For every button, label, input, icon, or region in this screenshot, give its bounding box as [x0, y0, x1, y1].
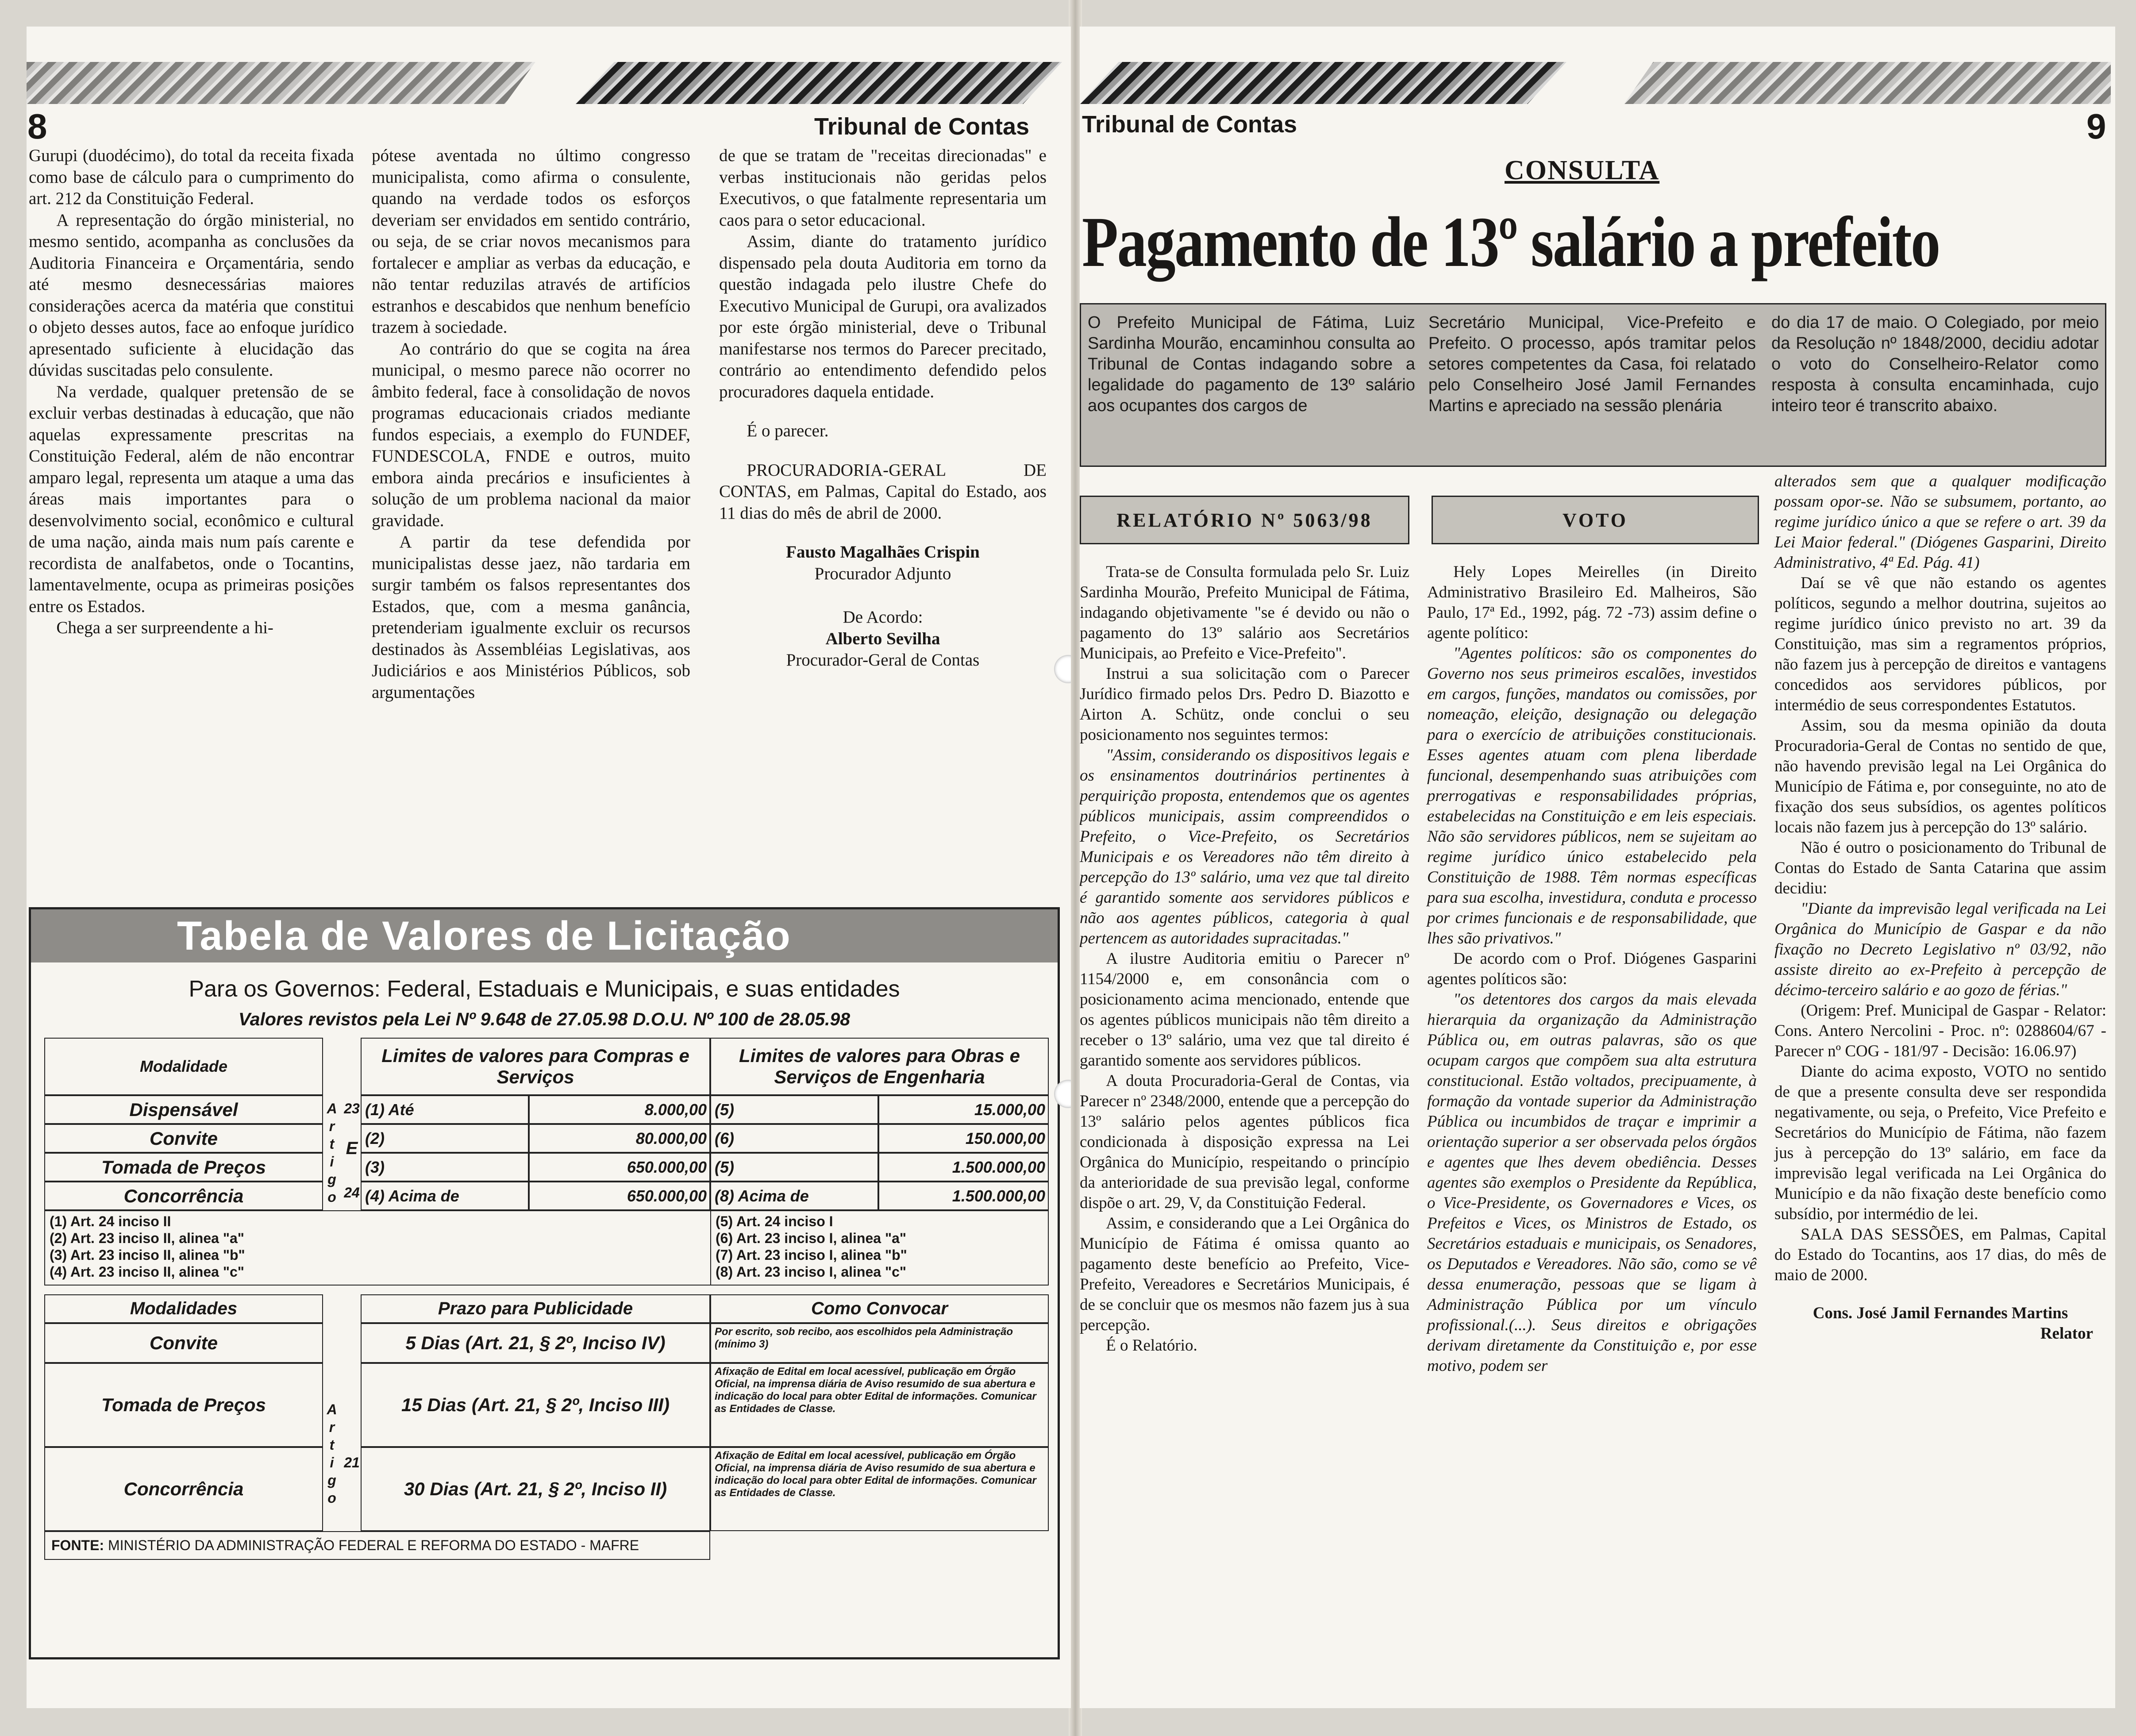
header-stripe	[575, 62, 1062, 104]
paragraph: Na verdade, qualquer pretensão de se excluir verbas destinadas à educação, que não aquelas expressamente prescritas na Constituição Federal, além de não encontrar amparo legal, representa um ataque a uma das áreas mais importantes para o desenvolvimento social, econômico e cultural de uma nação, ainda mais num país carente e recordista de analfabetos, onde o Tocantins, lamentavelmente, ocupa as primeiras posições entre os Estados.	[29, 382, 354, 616]
lead-col-2: Secretário Municipal, Vice-Prefeito e Prefeito. O processo, após tramitar pelos setores competentes da Casa, foi relatado pelo Conselheiro José Jamil Fernandes Martins e apreciado na sessão plenária	[1428, 313, 1756, 415]
row-compras-ref: (1) Até	[361, 1095, 529, 1124]
row-compras-val: 80.000,00	[529, 1124, 710, 1153]
row-mod: Concorrência	[44, 1182, 323, 1210]
paragraph: Assim, diante do tratamento jurídico dispensado pela douta Auditoria em torno da questão indagada pelo ilustre Chefe do Executivo Municipal de Gurupi, ora avalizados por este órgão ministerial, deve o Tribunal manifestarse nos termos do Parecer precitado, contrário ao entendimento defendido pelos procuradores daquela entidade.	[719, 232, 1047, 401]
headline: Pagamento de 13º salário a prefeito	[1082, 203, 1940, 282]
paragraph: pótese aventada no último congresso municipalista, como afirma o consulente, quando na verdade todos os esforços deveriam ser envidados em sentido contrário, ou seja, de se criar novos mecanismos para fortalecer e ampliar as verbas da educação, e não tentar reduzilas através de artifícios estranhos e descabidos que nenhum benefício trazem à sociedade.	[372, 146, 690, 337]
notes-right: (5) Art. 24 inciso I (6) Art. 23 inciso I, alinea "a" (7) Art. 23 inciso I, alinea "b" (8) Art. 23 inciso I, alinea "c"	[710, 1210, 1049, 1286]
kicker: CONSULTA	[1505, 155, 1660, 185]
paragraph: Ao contrário do que se cogita na área municipal, o mesmo parece não ocorrer no âmbito federal, face à consolidação de novos programas educacionais criados mediante fundos especiais, a exemplo do FUNDEF, FUNDESCOLA, FNDE e outros, muito embora ainda precários e insuficientes à solução de um problema nacional da maior gravidade.	[372, 339, 690, 530]
quote: "Assim, considerando os dispositivos legais e os ensinamentos doutrinários pertinentes à perquirição proposta, entendemos que os agentes públicos municipais, assim compreendidos o Prefeito, o Vice-Prefeito, os Secretários Municipais e os Vereadores não têm direito à percepção do 13º salário, uma vez que tal direito é garantido somente aos servidores públicos e não aos agentes públicos, categoria à qual pertencem as autoridades supracitadas."	[1080, 746, 1409, 947]
paragraph: A ilustre Auditoria emitiu o Parecer nº 1154/2000 e, em consonância com o posicionamento acima mencionado, entende que os agentes públicos municipais não têm direito a receber o 13º salário, uma vez que tal direito é garantido somente aos servidores públicos.	[1080, 950, 1409, 1070]
page-number: 9	[2086, 107, 2106, 146]
table-subtitle-2: Valores revistos pela Lei Nº 9.648 de 27.05.98 D.O.U. Nº 100 de 28.05.98	[238, 1009, 851, 1029]
col-header-modalidade: Modalidade	[44, 1038, 323, 1095]
art-e: E	[346, 1139, 358, 1158]
row-mod: Convite	[44, 1124, 323, 1153]
col-header-prazo: Prazo para Publicidade	[361, 1294, 710, 1323]
row-obras-val: 1.500.000,00	[878, 1182, 1049, 1210]
row-obras-val: 150.000,00	[878, 1124, 1049, 1153]
paragraph: Diante do acima exposto, VOTO no sentido de que a presente consulta deve ser respondida negativamente, ou seja, o Prefeito, Vice Prefeito e Secretários do Município de Fátima, não fazem jus à percepção do 13º salário, em face da imprevisão legal verificada na Lei Orgânica do Município e da não fixação deste benefício como subsídio, por intermédio de lei.	[1774, 1062, 2106, 1223]
table-title: Tabela de Valores de Licitação	[31, 909, 1058, 962]
right-col-3	[1774, 471, 2106, 1344]
paragraph: Daí se vê que não estando os agentes políticos, segundo a melhor doutrina, sujeitos ao regime jurídico único previsto no art. 39 da Constituição, mas sim a regramentos próprios, não fazem jus à percepção de direitos e vantagens concedidos aos servidores públicos, por intermédio de seus correspondentes Estatutos.	[1774, 574, 2106, 714]
paragraph: A representação do órgão ministerial, no mesmo sentido, acompanha as conclusões da Auditoria Financeira e Orçamentária, sendo até mesmo desnecessárias maiores considerações acerca da matéria que constitui o objeto desses autos, face ao enfoque jurídico apresentado suficiente à elucidação das dúvidas suscitadas pelo consulente.	[29, 210, 354, 380]
header-stripe-right	[1624, 62, 2111, 104]
paragraph: Hely Lopes Meirelles (in Direito Administrativo Brasileiro Ed. Malheiros, São Paulo, 17ª Ed., 1992, pág. 72 -73) assim define o agente político:	[1427, 563, 1757, 642]
row2-como: Afixação de Edital em local acessível, publicação em Órgão Oficial, na imprensa diária de Aviso resumido de sua abertura e indicação do local para obter Edital de informações. Comunicar as Entidades de Classe.	[710, 1447, 1049, 1531]
quote: "os detentores dos cargos da mais elevada hierarquia da organização da Administração Pública ou, em outras palavras, são os que ocupam cargos que compõem sua alta estrutura constitucional. Estão voltados, precipuamente, à formação da vontade superior da Administração Pública ou incumbidos de traçar e imprimir a orientação superior a ser observada pelos órgãos e agentes que lhes devem obediência. Desses agentes são exemplos o Presidente da República, o Vice-Presidente, os Governadores e Vices, os Prefeitos e Vices, os Ministros de Estado, os Secretários estaduais e municipais, os Senadores, os Deputados e Vereadores. Não são, como se vê dessa enumeração, pessoas que se ligam à Administração Pública por um vínculo profissional.(...). Seus direitos e obrigações derivam diretamente da Constituição e, por esse motivo, podem ser	[1427, 990, 1757, 1375]
right-col-1	[1080, 562, 1409, 1356]
paragraph: A partir da tese defendida por municipalistas desse jaez, não tardaria em surgir também os falsos representantes dos Estados, que, com a mesma ganância, pretenderiam igualmente excluir os recursos destinados às Assembléias Legislativas, aos Judiciários e aos Ministérios Públicos, sob argumentações	[372, 532, 690, 702]
page-number: 8	[27, 107, 47, 146]
signature-name: Alberto Sevilha	[825, 629, 940, 648]
table-subtitle: Para os Governos: Federal, Estaduais e Municipais, e suas entidades	[189, 976, 900, 1002]
signature-role: Procurador-Geral de Contas	[786, 651, 980, 670]
de-acordo: De Acordo:	[843, 608, 923, 627]
row2-como: Por escrito, sob recibo, aos escolhidos pela Administração (mínimo 3)	[710, 1323, 1049, 1363]
row2-prazo: 15 Dias (Art. 21, § 2º, Inciso III)	[361, 1363, 710, 1447]
voto-label: VOTO	[1432, 496, 1759, 544]
paragraph: Assim, sou da mesma opinião da douta Procuradoria-Geral de Contas no sentido de que, não havendo previsão legal na Lei Orgânica do Município de Fátima e, por conseguinte, no ato de fixação dos seus subsídios, os agentes políticos locais não fazem jus à percepção do 13º salário.	[1774, 716, 2106, 836]
row-compras-val: 8.000,00	[529, 1095, 710, 1124]
quote: "Diante da imprevisão legal verificada na Lei Orgânica do Município de Gaspar e da não fixação no Decreto Legislativo nº 03/92, não assiste direito ao ex-Prefeito à percepção de décimo-terceiro salário e ao gozo de férias."	[1774, 900, 2106, 999]
paragraph: de que se tratam de "receitas direcionadas" e verbas institucionais não geridas pelos Executivos, o que fatalmente representaria um caos para o setor educacional.	[719, 146, 1047, 230]
paragraph: Não é outro o posicionamento do Tribunal de Contas do Estado de Santa Catarina que assim decidiu:	[1774, 839, 2106, 897]
art-21: 21	[344, 1455, 360, 1470]
col-header-obras: Limites de valores para Obras e Serviços de Engenharia	[710, 1038, 1049, 1095]
row-compras-val: 650.000,00	[529, 1153, 710, 1182]
header-stripe-left	[27, 62, 535, 104]
row-compras-val: 650.000,00	[529, 1182, 710, 1210]
paragraph: (Origem: Pref. Municipal de Gaspar - Relator: Cons. Antero Nercolini - Proc. nº: 0288604/67 - Parecer nº COG - 181/97 - Decisão: 16.06.97)	[1774, 1001, 2106, 1060]
row2-mod: Convite	[44, 1323, 323, 1363]
signature-role: Procurador Adjunto	[814, 564, 951, 583]
row-mod: Tomada de Preços	[44, 1153, 323, 1182]
artigo-vertical: A r t i g o	[327, 1101, 337, 1205]
paragraph: Gurupi (duodécimo), do total da receita fixada como base de cálculo para o cumprimento do art. 212 da Constituição Federal.	[29, 146, 354, 208]
row-compras-ref: (3)	[361, 1153, 529, 1182]
table-source: FONTE: MINISTÉRIO DA ADMINISTRAÇÃO FEDERAL E REFORMA DO ESTADO - MAFRE	[44, 1531, 710, 1560]
row-compras-ref: (2)	[361, 1124, 529, 1153]
lead-col-3: do dia 17 de maio. O Colegiado, por meio da Resolução nº 1848/2000, decidiu adotar o voto do Conselheiro-Relator como resposta à consulta encaminhada, cujo inteiro teor é transcrito abaixo.	[1771, 313, 2099, 415]
row2-mod: Concorrência	[44, 1447, 323, 1531]
row-compras-ref: (4) Acima de	[361, 1182, 529, 1210]
row-obras-ref: (8) Acima de	[710, 1182, 878, 1210]
row-obras-val: 1.500.000,00	[878, 1153, 1049, 1182]
paragraph: PROCURADORIA-GERAL DE CONTAS, em Palmas, Capital do Estado, aos 11 dias do mês de abril de 2000.	[719, 460, 1047, 523]
quote: "Agentes políticos: são os componentes do Governo nos seus primeiros escalões, investidos em cargos, funções, mandatos ou comissões, por nomeação, eleição, designação ou delegação para o exercício de atribuições constitucionais. Esses agentes atuam com plena liberdade funcional, desempenhando suas atribuições com prerrogativas e responsabilidades próprias, estabelecidas na Constituição e em leis especiais. Não são servidores públicos, nem se sujeitam ao regime jurídico único estabelecido pela Constituição de 1988. Têm normas específicas para sua escolha, investidura, conduta e processo por crimes funcionais e de responsabilidade, que lhes são privativos."	[1427, 644, 1757, 947]
paragraph: SALA DAS SESSÕES, em Palmas, Capital do Estado do Tocantins, aos 17 dias, do mês de maio de 2000.	[1774, 1225, 2106, 1284]
art-24: 24	[344, 1185, 360, 1201]
row-mod: Dispensável	[44, 1095, 323, 1124]
row-obras-ref: (5)	[710, 1153, 878, 1182]
art-23: 23	[344, 1101, 360, 1116]
left-col-3	[719, 145, 1047, 671]
quote: alterados sem que a qualquer modificação possam opor-se. Não se subsumem, portanto, ao regime jurídico único a que se refere o art. 39 da Lei Maior federal." (Diógenes Gasparini, Direito Administrativo, 4ª Ed. Pág. 41)	[1774, 472, 2106, 572]
left-page	[27, 27, 1071, 1708]
col-header-compras: Limites de valores para Compras e Serviços	[361, 1038, 710, 1095]
paragraph: É o parecer.	[747, 421, 829, 440]
col-header-convocar: Como Convocar	[710, 1294, 1049, 1323]
paragraph: De acordo com o Prof. Diógenes Gasparini agentes políticos são:	[1427, 950, 1757, 988]
header-title: Tribunal de Contas	[1082, 111, 1297, 138]
right-page	[1080, 27, 2115, 1708]
row-obras-ref: (5)	[710, 1095, 878, 1124]
artigo-vertical-2: A r t i g o	[327, 1401, 337, 1506]
paragraph: Assim, e considerando que a Lei Orgânica do Município de Fátima é omissa quanto ao pagamento deste benefício ao Prefeito, Vice-Prefeito, Vereadores e Secretários Municipais, é de se concluir que os mesmos não fazem jus à sua percepção.	[1080, 1214, 1409, 1334]
header-title: Tribunal de Contas	[814, 113, 1030, 140]
row-obras-val: 15.000,00	[878, 1095, 1049, 1124]
header-stripe	[1080, 62, 1566, 104]
row2-prazo: 30 Dias (Art. 21, § 2º, Inciso II)	[361, 1447, 710, 1531]
binding-hole	[1054, 655, 1071, 683]
paragraph: É o Relatório.	[1106, 1336, 1197, 1355]
paragraph: A douta Procuradoria-Geral de Contas, via Parecer nº 2348/2000, entende que a percepção do 13º salário pelos agentes públicos fica condicionada à disposição expressa na Lei Orgânica do Município, respeitando o princípio da anterioridade de sua previsão legal, conforme dispõe o art. 29, V, da Constituição Federal.	[1080, 1072, 1409, 1212]
lead-col-1: O Prefeito Municipal de Fátima, Luiz Sardinha Mourão, encaminhou consulta ao Tribunal de Contas indagando sobre a legalidade do pagamento de 13º salário aos ocupantes dos cargos de	[1088, 313, 1415, 415]
left-col-2	[372, 145, 690, 703]
paragraph: Instrui a sua solicitação com o Parecer Jurídico firmado pelos Drs. Pedro D. Biazotto e Airton A. Schütz, onde conclui o seu posicionamento nos seguintes termos:	[1080, 665, 1409, 744]
lead-box	[1080, 303, 2106, 467]
row2-prazo: 5 Dias (Art. 21, § 2º, Inciso IV)	[361, 1323, 710, 1363]
licitacao-table	[29, 907, 1060, 1659]
signature-role: Relator	[2040, 1324, 2093, 1343]
signature-name: Fausto Magalhães Crispin	[786, 543, 980, 562]
row2-mod: Tomada de Preços	[44, 1363, 323, 1447]
notes-left: (1) Art. 24 inciso II (2) Art. 23 inciso II, alinea "a" (3) Art. 23 inciso II, alinea "b" (4) Art. 23 inciso II, alinea "c"	[44, 1210, 710, 1286]
paragraph: Trata-se de Consulta formulada pelo Sr. Luiz Sardinha Mourão, Prefeito Municipal de Fátima, indagando objetivamente "se é devido ou não o pagamento do 13º salário aos Secretários Municipais, ao Prefeito e Vice-Prefeito".	[1080, 563, 1409, 662]
left-col-1	[29, 145, 354, 639]
col-header-modalidades: Modalidades	[44, 1294, 323, 1323]
row-obras-ref: (6)	[710, 1124, 878, 1153]
row2-como: Afixação de Edital em local acessível, publicação em Órgão Oficial, na imprensa diária de Aviso resumido de sua abertura e indicação do local para obter Edital de informações. Comunicar as Entidades de Classe.	[710, 1363, 1049, 1447]
relatorio-label: RELATÓRIO Nº 5063/98	[1080, 496, 1409, 544]
right-col-2	[1427, 562, 1757, 1376]
signature-name: Cons. José Jamil Fernandes Martins	[1813, 1304, 2068, 1322]
paragraph: Chega a ser surpreendente a hi-	[56, 618, 273, 637]
